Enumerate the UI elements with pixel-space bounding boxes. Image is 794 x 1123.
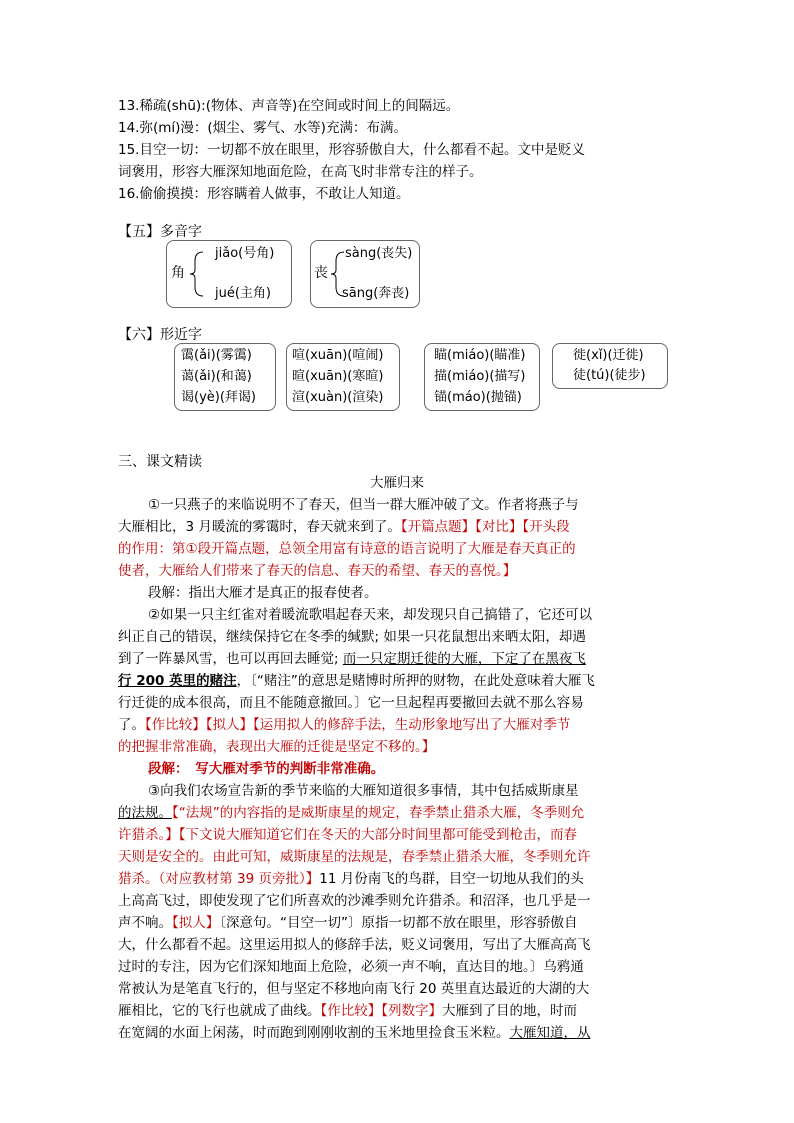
similar-char-item: 徒(tú)(徒步) [573,368,646,383]
brace-icon [189,249,209,299]
section6-title: 【六】形近字 [118,327,202,343]
vocab-item-16: 16.偷偷摸摸：形容瞒着人做事，不敢让人知道。 [118,186,410,202]
para2-line: 行 200 英里的赌注，〔“赌注”的意思是赌博时所押的财物，在此处意味着大雁飞 [118,673,595,689]
section5-title: 【五】多音字 [118,224,202,240]
para1-summary: 段解：指出大雁才是真正的报春使者。 [148,585,378,601]
similar-char-item: 蔼(ǎi)(和蔼) [181,369,252,384]
para3-line: 过时的专注，因为它们深知地面上危险，必须一声不响，直达目的地。〕乌鸦通 [118,959,584,975]
para3-line: 猎杀。（对应教材第 39 页旁批）】11 月份南飞的鸟群，目空一切地从我们的头 [118,871,584,887]
para1-annotation-line: 使者，大雁给人们带来了春天的信息、春天的希望、春天的喜悦。】 [118,563,517,579]
annotation: 猎杀。（对应教材第 39 页旁批）】 [118,871,320,887]
vocab-item-13: 13.稀疏(shū):(物体、声音等)在空间或时间上的间隔远。 [118,98,460,114]
similar-char-item: 暄(xuān)(寒暄) [292,369,384,384]
annotation: 【开篇点题】【对比】【开头段 [400,519,570,535]
polyphone-reading-1: jiǎo(号角) [215,246,275,261]
para2-summary: 段解： 写大雁对季节的判断非常准确。 [148,761,385,777]
para1-line: 大雁相比，3 月暖流的雾霭时，春天就来到了。【开篇点题】【对比】【开头段 [118,519,570,535]
annotation: 【作比较】【拟人】【运用拟人的修辞手法，生动形象地写出了大雁对季节 [145,717,571,733]
polyphone-reading-2: jué(主角) [215,286,271,301]
section3-title: 三、课文精读 [118,454,202,470]
para3-line: 大，什么都看不起。这里运用拟人的修辞手法，贬义词褒用，写出了大雁高高飞 [118,937,591,953]
para2-line: 到了一阵暴风雪，也可以再回去睡觉; 而一只定期迁徙的大雁，下定了在黑夜飞 [118,651,586,667]
polyphone-char: 丧 [314,265,328,281]
para2-annotation-line: 的把握非常准确，表现出大雁的迁徙是坚定不移的。】 [118,739,436,755]
similar-char-item: 瞄(miáo)(瞄准) [434,348,526,363]
similar-char-box-4 [552,343,668,389]
para3-annotation-line: 天则是安全的。由此可知，威斯康星的法规是，春季禁止猎杀大雁，冬季则允许 [118,849,591,865]
polyphone-reading-2: sāng(奔丧) [342,286,410,301]
article-title: 大雁归来 [370,475,424,491]
underlined-sentence: 行 200 英里的赌注 [118,673,237,689]
underlined-sentence: 而一只定期迁徙的大雁，下定了在黑夜飞 [342,651,586,667]
similar-char-item: 描(miáo)(描写) [434,369,526,384]
similar-char-box-2 [286,343,400,411]
annotation: 【拟人】 [172,915,220,931]
similar-char-item: 徙(xǐ)(迁徙) [573,348,644,363]
para3-line: 常被认为是笔直飞行的，但与坚定不移地向南飞行 20 英里直达最近的大湖的大 [118,981,590,997]
para2-line: 纠正自己的错误，继续保持它在冬季的缄默; 如果一只花鼠想出来晒太阳，却遇 [118,629,586,645]
similar-char-box-1 [174,343,276,411]
underlined-word: 的法规。 [118,805,172,821]
polyphone-reading-1: sàng(丧失) [345,246,413,261]
polyphone-char: 角 [171,265,185,281]
para3-line: 雁相比，它的飞行也就成了曲线。【作比较】【列数字】大雁到了目的地，时而 [118,1003,577,1019]
underlined-sentence: 大雁知道，从 [509,1025,591,1041]
vocab-item-14: 14.弥(mí)漫：(烟尘、雾气、水等)充满：布满。 [118,120,407,136]
para3-annotation-line: 许猎杀。】【下文说大雁知道它们在冬天的大部分时间里都可能受到枪击，而春 [118,827,577,843]
similar-char-item: 霭(ǎi)(雾霭) [181,348,252,363]
polyphone-box-jiao [166,240,292,308]
annotation: 【“法规”的内容指的是威斯康星的规定，春季禁止猎杀大雁，冬季则允 [172,805,585,821]
para3-line: 在宽阔的水面上闲荡，时而跑到刚刚收割的玉米地里捡食玉米粒。大雁知道，从 [118,1025,591,1041]
similar-char-item: 谒(yè)(拜谒) [181,390,256,405]
similar-char-box-3 [424,343,540,411]
vocab-item-15: 15.目空一切：一切都不放在眼里，形容骄傲自大，什么都看不起。文中是贬义 [118,142,585,158]
similar-char-item: 渲(xuàn)(渲染) [292,390,384,405]
para2-line: ②如果一只主红雀对着暖流歌唱起春天来，却发现只自己搞错了，它还可以 [148,607,593,623]
similar-char-item: 锚(máo)(抛锚) [434,390,522,405]
para3-line: 上高高飞过，即使发现了它们所喜欢的沙滩季则允许猎杀。和沼泽，也几乎是一 [118,893,591,909]
para2-line: 了。【作比较】【拟人】【运用拟人的修辞手法，生动形象地写出了大雁对季节 [118,717,571,733]
similar-char-item: 喧(xuān)(喧闹) [292,348,384,363]
annotation: 【作比较】【列数字】 [320,1003,442,1019]
polyphone-box-sang [310,240,420,308]
para3-line: 声不响。【拟人】〔深意句。“目空一切”〕原指一切都不放在眼里，形容骄傲自 [118,915,578,931]
para3-line: ③向我们农场宣告新的季节来临的大雁知道很多事情，其中包括威斯康星 [148,783,579,799]
para2-line: 行迁徙的成本很高，而且不能随意撤回。〕它一旦起程再要撤回去就不那么容易 [118,695,584,711]
para1-annotation-line: 的作用：第①段开篇点题，总领全用富有诗意的语言说明了大雁是春天真正的 [118,541,576,557]
para3-line [118,802,584,824]
vocab-item-15-cont: 词褒用，形容大雁深知地面危险，在高飞时非常专注的样子。 [118,164,483,180]
para1-line: ①一只燕子的来临说明不了春天，但当一群大雁冲破了文。作者将燕子与 [148,497,579,513]
